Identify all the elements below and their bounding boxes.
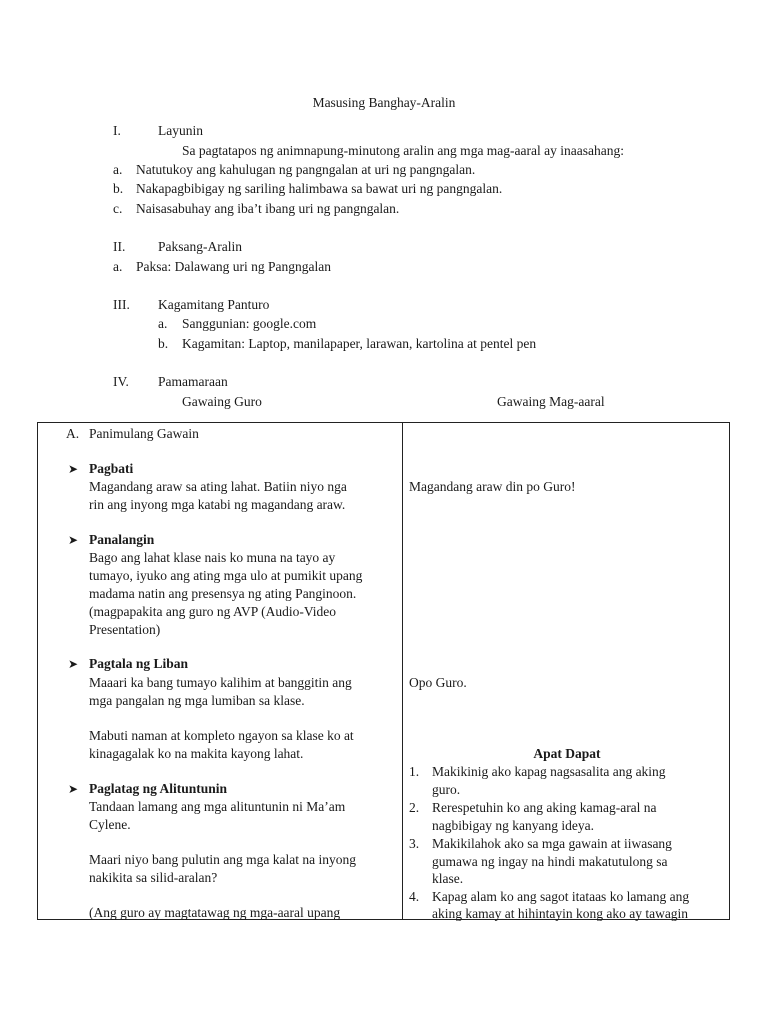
arrow-bullet-icon: ➤ <box>68 462 79 476</box>
prayer-heading: Panalangin <box>89 532 155 547</box>
column-header-student: Gawaing Mag-aaral <box>497 394 605 409</box>
rule-number: 1. <box>409 764 420 779</box>
materials-letter: a. <box>158 316 168 331</box>
section-number-procedure: IV. <box>113 374 129 389</box>
section-label-procedure: Pamamaraan <box>158 374 228 389</box>
prayer-line: tumayo, iyuko ang ating mga ulo at pumikit upang <box>89 568 363 583</box>
rule-line: Kapag alam ko ang sagot itataas ko lamang ang <box>432 889 690 904</box>
objective-text: Nakapagbibigay ng sariling halimbawa sa bawat uri ng pangngalan. <box>136 181 503 196</box>
rules-line: Cylene. <box>89 817 131 832</box>
student-rules-heading: Apat Dapat <box>533 746 601 761</box>
student-attendance-reply: Opo Guro. <box>409 675 467 690</box>
objectives-intro: Sa pagtatapos ng animnapung-minutong aralin ang mga mag-aaral ay inaasahang: <box>182 143 624 158</box>
rule-line: guro. <box>432 782 461 797</box>
materials-letter: b. <box>158 336 169 351</box>
prayer-line: madama natin ang presensya ng ating Panginoon. <box>89 586 357 601</box>
prayer-line: Bago ang lahat klase nais ko muna na tayo ay <box>89 550 336 565</box>
objective-text: Naisasabuhay ang iba’t ibang uri ng pangngalan. <box>136 201 400 216</box>
rule-line: Makikilahok ako sa mga gawain at iiwasang <box>432 836 672 851</box>
greeting-line: Magandang araw sa ating lahat. Batiin niyo nga <box>89 479 347 494</box>
subject-letter: a. <box>113 259 123 274</box>
rule-line: Rerespetuhin ko ang aking kamag-aral na <box>432 800 657 815</box>
objective-text: Natutukoy ang kahulugan ng pangngalan at uri ng pangngalan. <box>136 162 476 177</box>
subject-text: Paksa: Dalawang uri ng Pangngalan <box>136 259 331 274</box>
section-label-objectives: Layunin <box>158 123 203 138</box>
objective-letter: c. <box>113 201 123 216</box>
page-title: Masusing Banghay-Aralin <box>312 95 456 110</box>
materials-text: Kagamitan: Laptop, manilapaper, larawan, kartolina at pentel pen <box>182 336 537 351</box>
attendance-line: mga pangalan ng mga lumiban sa klase. <box>89 693 305 708</box>
section-title: Panimulang Gawain <box>89 426 199 441</box>
rule-number: 3. <box>409 836 420 851</box>
column-divider <box>402 423 403 919</box>
prayer-line: (magpapakita ang guro ng AVP (Audio-Video <box>89 604 337 619</box>
attendance-line: Maaari ka bang tumayo kalihim at banggitin ang <box>89 675 352 690</box>
rule-line: klase. <box>432 871 464 886</box>
rules-line: Tandaan lamang ang mga alituntunin ni Ma’am <box>89 799 346 814</box>
section-number-materials: III. <box>113 297 130 312</box>
rules-line: Maari niyo bang pulutin ang mga kalat na inyong <box>89 852 356 867</box>
attendance-heading: Pagtala ng Liban <box>89 656 189 671</box>
greeting-line: rin ang inyong mga katabi ng magandang araw. <box>89 497 346 512</box>
section-label-materials: Kagamitang Panturo <box>158 297 270 312</box>
rules-line: nakikita sa silid-aralan? <box>89 870 218 885</box>
section-letter: A. <box>66 426 80 441</box>
rule-line: gumawa ng ingay na hindi makatutulong sa <box>432 854 668 869</box>
greeting-heading: Pagbati <box>89 461 134 476</box>
rule-line: nagbibigay ng kanyang ideya. <box>432 818 594 833</box>
rules-heading: Paglatag ng Alituntunin <box>89 781 228 796</box>
arrow-bullet-icon: ➤ <box>68 782 79 796</box>
rule-number: 4. <box>409 889 420 904</box>
rule-line: aking kamay at hihintayin kong ako ay tawagin <box>432 906 689 921</box>
section-label-subject: Paksang-Aralin <box>158 239 242 254</box>
objective-letter: a. <box>113 162 123 177</box>
materials-text: Sanggunian: google.com <box>182 316 317 331</box>
student-greeting-reply: Magandang araw din po Guro! <box>409 479 576 494</box>
section-number-objectives: I. <box>113 123 121 138</box>
attendance-line: Mabuti naman at kompleto ngayon sa klase ko at <box>89 728 354 743</box>
column-header-teacher: Gawaing Guro <box>182 394 262 409</box>
arrow-bullet-icon: ➤ <box>68 657 79 671</box>
section-number-subject: II. <box>113 239 126 254</box>
rules-line: (Ang guro ay magtatawag ng mga-aaral upang <box>89 905 341 920</box>
attendance-line: kinagagalak ko na makita kayong lahat. <box>89 746 304 761</box>
rule-line: Makikinig ako kapag nagsasalita ang aking <box>432 764 666 779</box>
procedure-table <box>37 422 730 920</box>
objective-letter: b. <box>113 181 124 196</box>
arrow-bullet-icon: ➤ <box>68 533 79 547</box>
prayer-line: Presentation) <box>89 622 161 637</box>
rule-number: 2. <box>409 800 420 815</box>
